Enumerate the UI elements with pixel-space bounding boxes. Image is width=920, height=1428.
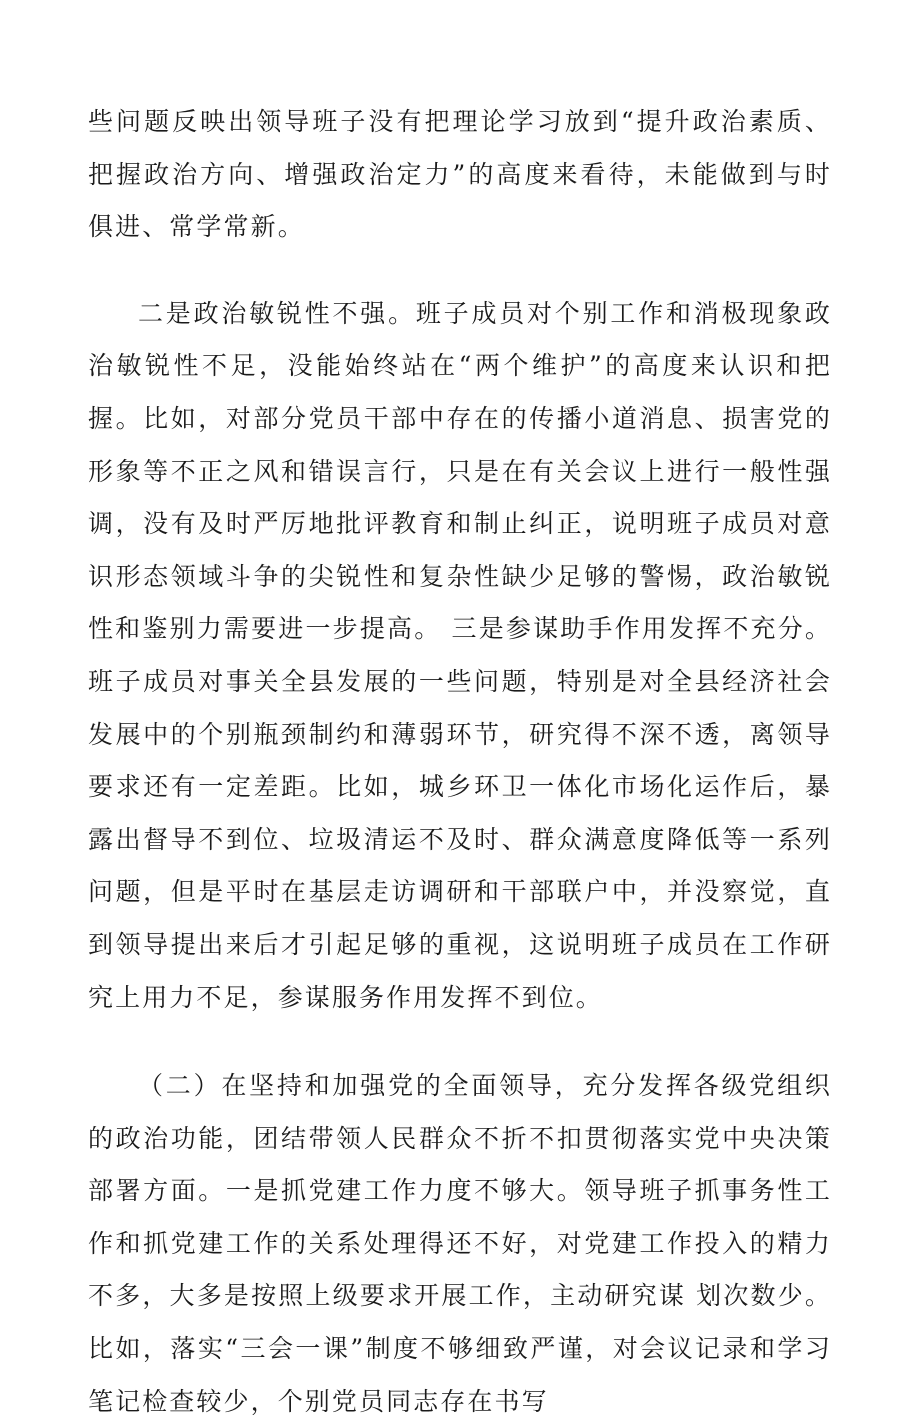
paragraph-2: 二是政治敏锐性不强。班子成员对个别工作和消极现象政治敏锐性不足，没能始终站在“两个维护”的高度来认识和把握。比如，对部分党员干部中存在的传播小道消息、损害党的形象等不正之风和错误言行，只是在有关会议上进行一般性强调，没有及时严厉地批评教育和制止纠正，说明班子成员对意识形态领域斗争的尖锐性和复杂性缺少足够的警惕，政治敏锐性和鉴别力需要进一步提高。 三是参谋助手作用发挥不充分。班子成员对事关全县发展的一些问题，特别是对全县经济社会发展中的个别瓶颈制约和薄弱环节，研究得不深不透，离领导要求还有一定差距。比如，城乡环卫一体化市场化运作后，暴露出督导不到位、垃圾清运不及时、群众满意度降低等一系列问题，但是平时在基层走访调研和干部联户中，并没察觉，直到领导提出来后才引起足够的重视，这说明班子成员在工作研究上用力不足，参谋服务作用发挥不到位。: [88, 298, 832, 1012]
document-body: [88, 96, 832, 1428]
paragraph-1: 些问题反映出领导班子没有把理论学习放到“提升政治素质、把握政治方向、增强政治定力”的高度来看待，未能做到与时俱进、常学常新。: [88, 107, 832, 242]
paragraph-3: （二）在坚持和加强党的全面领导，充分发挥各级党组织的政治功能，团结带领人民群众不折不扣贯彻落实党中央决策部署方面。一是抓党建工作力度不够大。领导班子抓事务性工作和抓党建工作的关系处理得还不好，对党建工作投入的精力不多，大多是按照上级要求开展工作，主动研究谋 划次数少。比如，落实“三会一课”制度不够细致严谨，对会议记录和学习笔记检查较少，个别党员同志存在书写: [88, 1071, 832, 1416]
